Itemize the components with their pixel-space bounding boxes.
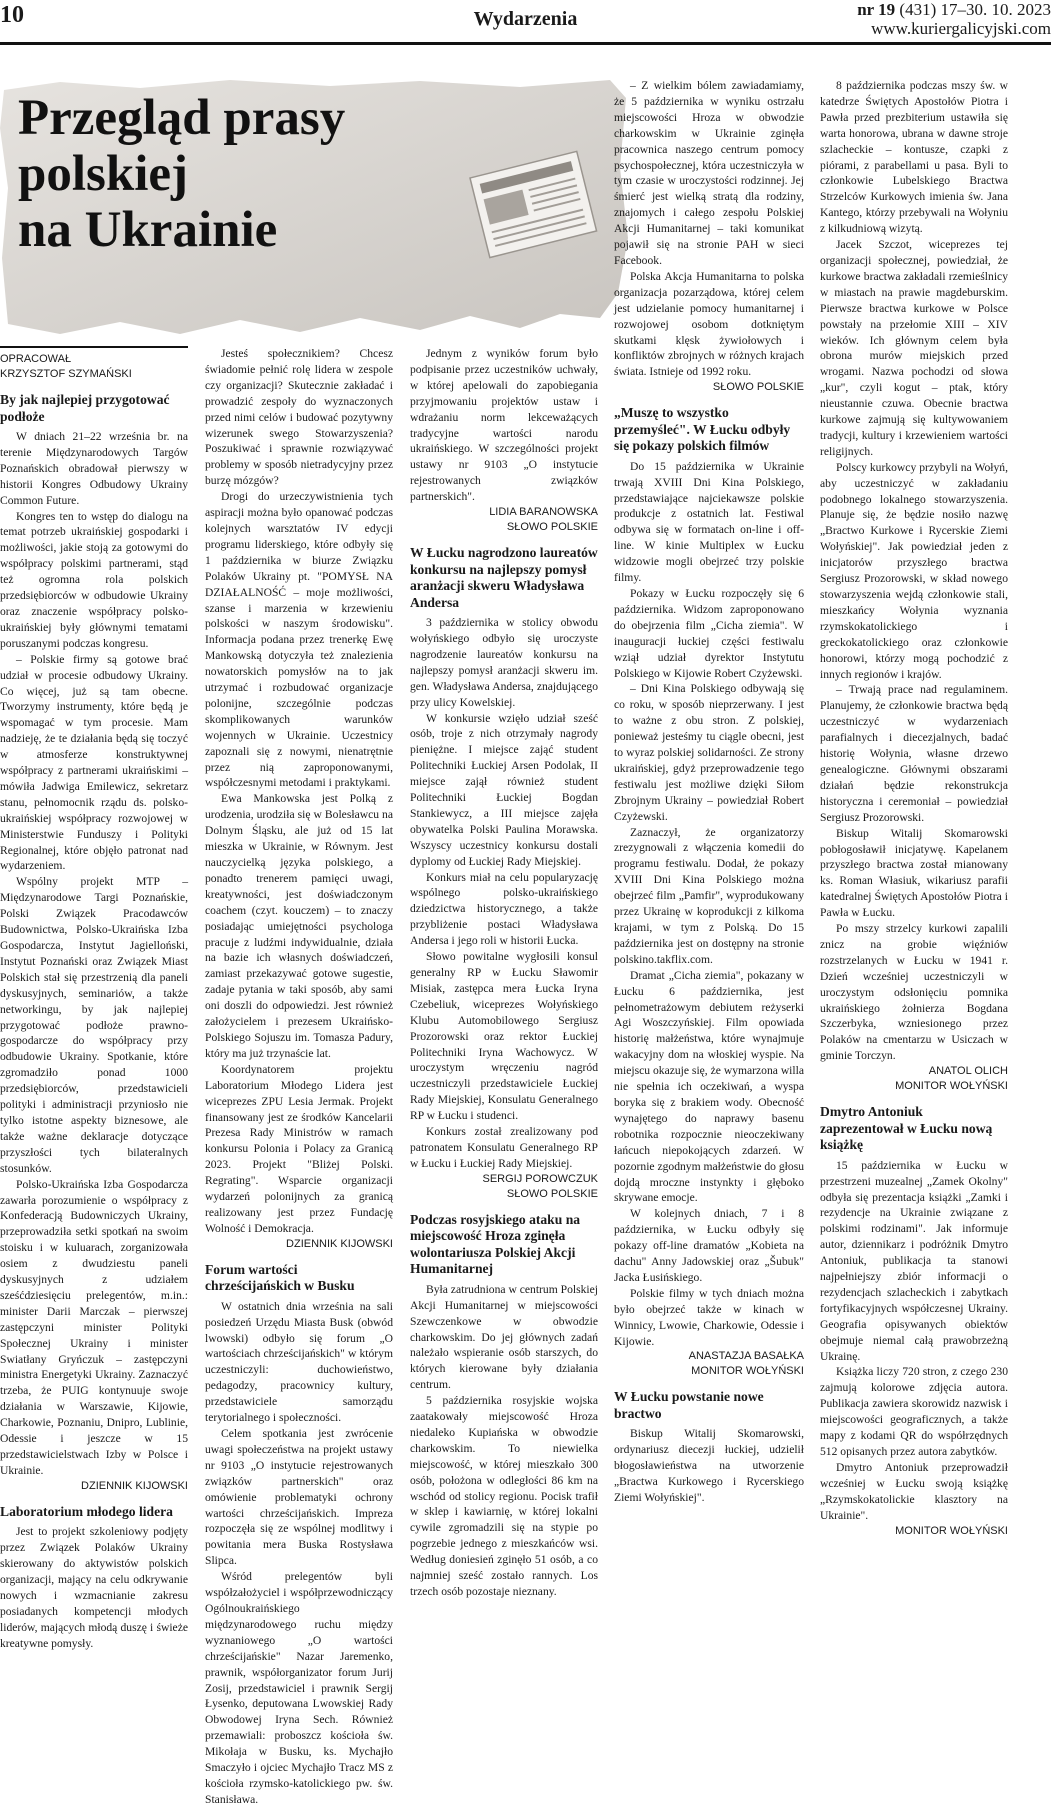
article-forum-busk-cont <box>410 346 598 535</box>
page-headline <box>18 90 398 258</box>
hero-banner <box>0 78 632 340</box>
article-kongres <box>0 392 188 1494</box>
article-paragraph: Polskie filmy w tych dniach można było obejrzeć także w kinach w Winnicy, Lwowie, Charkowie, Odessie i Kijowie. <box>614 1286 804 1348</box>
article-paragraph: Była zatrudniona w centrum Polskiej Akcji Humanitarnej w miejscowości Szewczenkowe w obwodzie charkowskim. Do jej głównych zadań należało wspieranie osób starszych, do których kierowane były działania centrum. <box>410 1282 598 1392</box>
article-paragraph: 15 października w Łucku w przestrzeni muzealnej „Zamek Okolny" odbyła się prezentacja książki „Zamki i rezydencje na Ukrainie związane z polskimi rodzinami". Jak informuje autor, dziennikarz i podróżnik Dmytro Antoniuk, publikacja ta stanowi najpełniejszy zbiór informacji o rezydencjach szlacheckich i zabytkach fortyfikacyjnych współczesnej Ukrainy. Geografia opisywanych obiektów obejmuje niemal całą prawobrzeżną Ukrainę. <box>820 1158 1008 1363</box>
article-title: Forum wartości chrześcijańskich w Busku <box>205 1261 355 1294</box>
article-paragraph: Ewa Mankowska jest Polką z urodzenia, urodziła się w Bolesławcu na Dolnym Śląsku, ale już od 15 lat mieszka w Ukrainie, w Równym. Jest nauczycielką języka polskiego, a ponadto trenerem pamięci uwagi, kreatywności, jest doświadczonym coachem (czyt. kouczem) – to znaczy posiadając umiejętności psychologa pracuje z ludźmi indywidualnie, działa na bazie ich własnych doświadczeń, zamiast przekazywać gotowe sugestie, zadaje pytania w taki sposób, aby sami oni doszli do odpowiedzi. Jest również założycielem i prezesem Ukraińsko-Polskiego Sojuszu im. Tomasza Padury, który ma już trzynaście lat. <box>205 792 393 1060</box>
article-paragraph: Drogi do urzeczywistnienia tych aspiracji można było opanować podczas kolejnych warsztatów IV edycji programu liderskiego, które odbyły się 1 października w biurze Związku Polaków Ukrainy pt. "POMYSŁ NA DZIAŁALNOŚĆ – moje możliwości, szanse i marzenia w krzewieniu polskości w naszym środowisku". Informacja podana przez trenerkę Ewę Mankowską dotyczyła też znalezienia nowatorskich pomysłów na to jak utrzymać i rozbudować organizacje polonijne, szczególnie podczas skomplikowanych warunków wojennych w Ukrainie. Uczestnicy zapoznali się z nowymi, nienatrętnie przez nią zaproponowanymi, współczesnymi metodami i praktykami. <box>205 490 393 790</box>
article-paragraph: Do 15 października w Ukrainie trwają XVIII Dni Kina Polskiego, przedstawiające najciekawsze polskie produkcje z ostatnich lat. Festiwal odbywa się w formatach on-line i off-line. W kinie Multiplex w Łucku widzowie mogli obejrzeć trzy polskie filmy. <box>614 459 804 585</box>
article-paragraph: Zaznaczył, że organizatorzy zrezygnowali z włączenia komedii do programu festiwalu. Dodał, że pokazy XVIII Dni Kina Polskiego można obejrzeć film „Pamfir", wyprodukowany przez Ukrainę w koprodukcji z kilkoma krajami, w tym z Polską. Do 15 października jest on dostępny na stronie polskino.takflix.com. <box>614 825 804 966</box>
article-paragraph: Wspólny projekt MTP – Międzynarodowe Targi Poznańskie, Polski Związek Pracodawców Budownictwa, Polsko-Ukraińska Izba Gospodarcza, Instytut Jagielloński, Instytut Poznański oraz Związek Miast Polskich stał się przestrzenią dla paneli dyskusyjnych, seminariów, a także networkingu, by jak najlepiej przygotować podłoże prawno-gospodarcze do współpracy przy odbudowie Ukrainy. Spotkanie, które zgromadziło ponad 1000 przedsiębiorców, przedstawicieli polityki i administracji przyniosło nie tylko istotne aspekty biznesowe, ale także ważne deklaracje dotyczące przyszłości tych bilateralnych stosunków. <box>0 875 188 1175</box>
article-laboratorium <box>0 1504 188 1652</box>
issue-number: nr 19 <box>857 0 896 19</box>
article-skwer-andersa <box>410 545 598 1202</box>
issue-info <box>857 0 1051 38</box>
website-link[interactable]: www.kuriergalicyjski.com <box>871 19 1051 38</box>
article-paragraph: Dmytro Antoniuk przeprowadził wcześniej w Łucku swoją książkę „Rzymskokatolickie klasztory na Ukrainie". <box>820 1460 1008 1522</box>
article-antoniuk <box>820 1104 1008 1538</box>
article-source: MONITOR WOŁYŃSKI <box>895 1080 1008 1093</box>
article-paragraph: Konkurs miał na celu popularyzację wspólnego polsko-ukraińskiego dziedzictwa historycznego, a także przybliżenie postaci Władysława Andersa i jego roli w historii Łucka. <box>410 870 598 948</box>
article-paragraph: W ostatnich dnia września na sali posiedzeń Urzędu Miasta Busk (obwód lwowski) odbyło się forum „O wartościach chrześcijańskich" w którym uczestniczyli: duchowieństwo, pedagodzy, pracownicy kultury, przedstawiciele samorządu terytorialnego i społeczności. <box>205 1299 393 1425</box>
article-author: ANATOL OLICH <box>928 1065 1008 1078</box>
column-4 <box>614 78 804 1635</box>
issue-date: (431) 17–30. 10. 2023 <box>895 0 1051 19</box>
article-source: SŁOWO POLSKIE <box>506 521 598 534</box>
article-source: DZIENNIK KIJOWSKI <box>286 1237 393 1250</box>
article-hroza <box>410 1212 598 1600</box>
article-laboratorium-cont <box>205 346 393 1252</box>
article-paragraph: Jednym z wyników forum było podpisanie przez uczestników uchwały, w której apelowali do zapobiegania przyjmowaniu projektów ustaw i wdrażaniu norm lekceważących tradycyjne wartości narodu ukraińskiego. W szczególności projekt ustawy nr 9103 „O instytucie rejestrowanych związków partnerskich". <box>410 347 598 504</box>
article-title: Podczas rosyjskiego ataku na miejscowość Hroza zginęła wolontariusza Polskiej Akcji Humanitarnej <box>410 1211 581 1277</box>
article-title: W Łucku nagrodzono laureatów konkursu na najlepszy pomysł aranżacji skweru Władysława Andersa <box>410 545 598 610</box>
article-paragraph: Kongres ten to wstęp do dialogu na temat potrzeb ukraińskiej gospodarki i możliwości, jakie stoją za gotowymi do współpracy polskimi partnerami, stąd też ogromna rola polskich przedsiębiorców w odbudowie Ukrainy oraz znaczenie współpracy polsko-ukraińskiej były głównymi tematami poruszanymi podczas kongresu. <box>0 509 188 650</box>
article-title: „Muszę to wszystko przemyśleć". W Łucku odbyły się pokazy polskich filmów <box>614 405 791 454</box>
page-number: 10 <box>0 2 24 28</box>
article-paragraph: Biskup Witalij Skomarowski, ordynariusz diecezji łuckiej, udzielił błogosławieństwa na utworzenie „Bractwa Kurkowego i Rycerskiego Ziemi Wołyńskiej". <box>614 1427 804 1505</box>
article-source: SŁOWO POLSKIE <box>712 381 804 394</box>
article-paragraph: Koordynatorem projektu Laboratorium Młodego Lidera jest wiceprezes ZPU Lesia Jermak. Projekt finansowany jest ze środków Kancelarii Prezesa Rady Ministrów w ramach konkursu Polonia i Polacy za Granicą 2023. Projekt "Bliżej Polski. Regrating". Wsparcie organizacji wydarzeń polonijnych za granicą realizowany jest przez Fundację Wolność i Demokracja. <box>205 1062 393 1235</box>
article-paragraph: Jacek Szczot, wiceprezes tej organizacji społecznej, powiedział, że kurkowe bractwa zakładali rzemieślnicy w miastach na prawie magdeburskim. Pierwsze bractwa kurkowe w Polsce powstały na przełomie XIII – XIV wieków. Ich głównym celem była obrona murów miejskich przed wrogami. Nazwa pochodzi od słowa „kur", czyli kogut – ptak, który nieustannie czuwa. Obecnie bractwa kurkowe zajmują się kultywowaniem tradycji, kultury i krzewieniem wartości religijnych. <box>820 238 1008 458</box>
article-paragraph: Po mszy strzelcy kurkowi zapalili znicz na grobie więźniów rozstrzelanych w Łucku w 1941 r. Dzień wcześniej uczestniczyli w uroczystym odsłonięciu pomnika ukraińskiego żołnierza Bogdana Szczerbyka, wzniesionego przez Polaków na cmentarzu w Usiczach w gminie Torczyn. <box>820 922 1008 1063</box>
page-header <box>0 0 1051 44</box>
article-paragraph: Słowo powitalne wygłosili konsul generalny RP w Łucku Sławomir Misiak, zastępca mera Łucka Iryna Czebeliuk, wiceprezes Wołyńskiego Klubu Automobilowego Sergiusz Prozorowski oraz rektor Łuckiej Politechniki Iryna Wachowycz. W uroczystym wręczeniu nagród uczestniczyli przedstawiciele Łuckiej Rady Miejskiej, Konsulatu Generalnego RP w Łucku i studenci. <box>410 950 598 1123</box>
byline-role: OPRACOWAŁ <box>0 353 72 365</box>
article-paragraph: W konkursie wzięło udział sześć osób, troje z nich otrzymały nagrody pieniężne. I miejsce zająć student Politechniki Łuckiej Arsen Podolak, II miejsce zajął również student Politechniki Łuckiej Bogdan Stankiewycz, a III miejsce zajęła obywatelka Polski Paulina Morawska. Wszyscy uczestnicy konkursu dostali dyplomy od Łuckiej Rady Miejskiej. <box>410 711 598 868</box>
column-5 <box>820 78 1008 1635</box>
article-paragraph: Jest to projekt szkoleniowy podjęty przez Związek Polaków Ukrainy skierowany do aktywistów polskich organizacji, mający na celu odkrywanie nowych i wzmacnianie zakresu posiadanych kompetencji młodych liderów, mających młodą duszę i świeże kreatywne pomysły. <box>0 1525 188 1650</box>
headline-line-2: polskiej <box>18 146 189 202</box>
byline-author: KRZYSZTOF SZYMAŃSKI <box>0 368 132 380</box>
article-paragraph: – Z wielkim bólem zawiadamiamy, że 5 października w wyniku ostrzału miejscowości Hroza w obwodzie charkowskim w Ukrainie zginęła pracownica naszego centrum pomocy psychospołecznej, która uczestniczyła w tym czasie w uroczystości rodzinnej. Jej śmierć jest wielką stratą dla rodziny, znajomych i całego zespołu Polskiej Akcji Humanitarnej – taki komunikat pojawił się na stronie PAH w sieci Facebook. <box>614 79 804 267</box>
article-source: DZIENNIK KIJOWSKI <box>81 1479 188 1492</box>
header-rule <box>0 42 1051 45</box>
article-author: LIDIA BARANOWSKA <box>489 506 598 519</box>
article-source: MONITOR WOŁYŃSKI <box>895 1524 1008 1537</box>
article-paragraph: Celem spotkania jest zwrócenie uwagi społeczeństwa na projekt ustawy nr 9103 „O instytucie rejestrowanych związków partnerskich" oraz omówienie problematyki ochrony wartości chrześcijańskich. Impreza rozpoczęła się ze wspólnej modlitwy i powitania mera Buska Rostysława Slipca. <box>205 1427 393 1568</box>
article-paragraph: Książka liczy 720 stron, z czego 230 zajmują kolorowe zdjęcia autora. Publikacja zawiera skorowidz nazwisk i miejscowości geograficznych, a także mapy z kodami QR do współrzędnych 512 opisanych przez autora zabytków. <box>820 1365 1008 1458</box>
article-title: W Łucku powstanie nowe bractwo <box>614 1389 764 1421</box>
article-source: MONITOR WOŁYŃSKI <box>691 1365 804 1378</box>
article-paragraph: W dniach 21–22 września br. na terenie Międzynarodowych Targów Poznańskich obradował pierwszy w historii Kongres Odbudowy Ukrainy Common Future. <box>0 430 188 507</box>
article-bractwo-cont <box>820 78 1008 1094</box>
article-paragraph: Dramat „Cicha ziemia", pokazany w Łucku 6 października, jest pełnometrażowym debiutem reżyserki Agi Woszczyńskiej. Film opowiada historię małżeństwa, które wynajmuje wakacyjny dom na włoskiej wyspie. Na miejscu okazuje się, że wymarzona willa nie spełnia ich oczekiwań, a wyspa boryka się z brakiem wody. Obecność wynajętego do naprawy basenu robotnika rozpocznie nieoczekiwany łańcuch niepokojących zdarzeń. W pozornie zgodnym małżeństwie do głosu dojdą mroczne instynkty i głęboko skrywane emocje. <box>614 968 804 1205</box>
article-paragraph: Konkurs został zrealizowany pod patronatem Konsulatu Generalnego RP w Łucku i Łuckiej Rady Miejskiej. <box>410 1125 598 1170</box>
article-paragraph: Polscy kurkowcy przybyli na Wołyń, aby uczestniczyć w zakładaniu podobnego lokalnego stowarzyszenia. Planuje się, że będzie nosiło nazwę „Bractwo Kurkowe i Rycerskie Ziemi Wołyńskiej". Jak powiedział jeden z inicjatorów przyszłego bractwa Sergiusz Prozorowski, w skład nowego stowarzyszenia wejdą członkowie stali, mieszkańcy Wołynia wyznania rzymskokatolickiego i greckokatolickiego oraz członkowie honorowi, którzy mogą pochodzić z innych regionów i krajów. <box>820 460 1008 681</box>
article-paragraph: Jesteś społecznikiem? Chcesz świadomie pełnić rolę lidera w zespole czy organizacji? Skutecznie zakładać i prowadzić zespoły do wyznaczonych przed nimi celów i budować pozytywny wizerunek swego Stowarzyszenia? Poszukiwać i sprawnie rozwiązywać problemy w sposób nietradycyjny przez burzę mózgów? <box>205 347 393 488</box>
article-title: Laboratorium młodego lidera <box>0 1503 173 1519</box>
article-paragraph: – Dni Kina Polskiego odbywają się co roku, w sposób nieprzerwany. I jest to ważne z obu stron. Z polskiej, ponieważ jesteśmy tu ciągle obecni, jest to wyraz polskiej solidarności. Ze strony ukraińskiej, gdyż przeprowadzenie tego festiwalu jest możliwe dzięki Siłom Zbrojnym Ukrainy – powiedział Robert Czyżewski. <box>614 682 804 823</box>
article-hroza-cont <box>614 78 804 395</box>
article-paragraph: Polska Akcja Humanitarna to polska organizacja pozarządowa, której celem jest udzielanie pomocy humanitarnej i rozwojowej osobom dotkniętym skutkami klęsk żywiołowych i konfliktów zbrojnych w różnych krajach świata. Istnieje od 1992 roku. <box>614 269 804 379</box>
column-2 <box>205 346 393 1806</box>
article-paragraph: 5 października rosyjskie wojska zaatakowały miejscowość Hroza niedaleko Kupiańska w obwodzie charkowskim. To niewielka miejscowość, w której mieszkało 300 osób, położona w odległości 86 km na wschód od stolicy regionu. Pocisk trafił w sklep i kawiarnię, w której lokalni cywile zgromadzili się na stypie po pogrzebie jednego z mieszkańców wsi. Według doniesień zginęło 51 osób, a co najmniej sześć zostało rannych. Los trzech osób pozostaje nieznany. <box>410 1394 598 1598</box>
article-title: Dmytro Antoniuk zaprezentował w Łucku nową książkę <box>820 1104 993 1153</box>
byline <box>0 346 188 382</box>
article-paragraph: Polsko-Ukraińska Izba Gospodarcza zawarła porozumienie o współpracy z Konfederacją Budowniczych Ukrainy, przeprowadziła setki spotkań na swoim stoisku i w kuluarach, zorganizowała osiem z dwudziestu paneli dyskusyjnych z udziałem sześćdziesięciu prelegentów, m.in.: minister Darii Marczak – pierwszej zastępczyni minister Polityki Społecznej Ukrainy i minister Swiatłany Gryńczuk – zastępczyni ministra Energetyki Ukrainy. Zaznaczyć trzeba, że PUIG kontynuuje swoje działania w Warszawie, Kijowie, Charkowie, Poznaniu, Dnipro, Lublinie, Odessie i jeszcze w 15 przedstawicielstwach Izby w Polsce i Ukrainie. <box>0 1177 188 1477</box>
headline-line-3: na Ukrainie <box>18 202 278 258</box>
article-author: ANASTAZJA BASAŁKA <box>688 1350 804 1363</box>
section-title: Wydarzenia <box>473 8 578 30</box>
article-paragraph: 3 października w stolicy obwodu wołyńskiego odbyło się uroczyste nagrodzenie laureatów konkursu na najlepszy pomysł aranżacji skweru im. gen. Władysława Andersa, znajdującego przy ulicy Kowelskiej. <box>410 616 598 709</box>
article-kino-polskie <box>614 405 804 1379</box>
article-title: By jak najlepiej przygotować podłoże <box>0 392 170 424</box>
article-paragraph: 8 października podczas mszy św. w katedrze Świętych Apostołów Piotra i Pawła przed prezbiterium ustawiła się warta honorowa, ubrana w dawne stroje szlacheckie – kontusze, czapki z piórami, z parabellami u pasa. Byli to członkowie Lubelskiego Bractwa Strzelców Kurkowych imienia św. Jana Kantego, którzy przebywali na Wołyniu z kilkudniową wizytą. <box>820 79 1008 236</box>
article-paragraph: – Polskie firmy są gotowe brać udział w procesie odbudowy Ukrainy. Co więcej, już są tam obecne. Tworzymy instrumenty, które będą je wspomagać w tym procesie. Mam nadzieję, że te działania będą się toczyć w atmosferze konstruktywnej współpracy z partnerami ukraińskimi – mówiła Jadwiga Emilewicz, sekretarz stanu, pełnomocnik rządu ds. polsko-ukraińskiej współpracy rozwojowej w Ministerstwie Funduszy i Polityki Regionalnej, które objęło patronat nad wydarzeniem. <box>0 652 188 873</box>
column-1 <box>0 346 188 1650</box>
article-source: SŁOWO POLSKIE <box>506 1187 598 1200</box>
article-paragraph: Pokazy w Łucku rozpoczęły się 6 października. Widzom zaproponowano do obejrzenia film „Cicha ziemia". W inauguracji łuckiej części festiwalu wziął udział dyrektor Instytutu Polskiego w Kijowie Robert Czyżewski. <box>614 586 804 680</box>
column-3 <box>410 346 598 1635</box>
article-paragraph: – Trwają prace nad regulaminem. Planujemy, że członkowie bractwa będą uczestniczyć w wydarzeniach parafialnych i diecezjalnych, badać historię Wołynia, własne drzewo genealogiczne. Głównymi obszarami działań będzie rekonstrukcja historyczna i ceremoniał – powiedział Sergiusz Prozorowski. <box>820 683 1008 824</box>
article-author: SERGIJ POROWCZUK <box>482 1172 598 1185</box>
article-paragraph: W kolejnych dniach, 7 i 8 października, w Łucku odbyły się pokazy off-line dramatów „Kobieta na dachu" Anny Jadowskiej oraz „Šubuk" Jacka Łusińskiego. <box>614 1207 804 1284</box>
article-bractwo <box>614 1389 804 1506</box>
article-forum-busk <box>205 1262 393 1808</box>
article-paragraph: Biskup Witalij Skomarowski pobłogosławił inicjatywę. Kapelanem przyszłego bractwa został mianowany ks. Roman Własiuk, wikariusz parafii katedralnej Świętych Apostołów Piotra i Pawła w Łucku. <box>820 826 1008 920</box>
headline-line-1: Przegląd prasy <box>18 90 346 146</box>
article-paragraph: Wśród prelegentów byli współzałożyciel i współprzewodniczący Ogólnoukraińskiego międzynarodowego ruchu między wyznaniowego „O wartości chrześcijańskie" Nazar Jaremenko, prawnik, współorganizator forum Jurij Zosij, przedstawiciel i prawnik Sergij Łysenko, deputowana Lwowskiej Rady Obwodowej Iryna Sech. Również przemawiali: proboszcz kościoła św. Mikołaja w Busku, ks. Mychajło Smaczyło i ojciec Mychajło Tracz MS z kościoła rzymsko-katolickiego pw. św. Stanisława. <box>205 1570 393 1806</box>
